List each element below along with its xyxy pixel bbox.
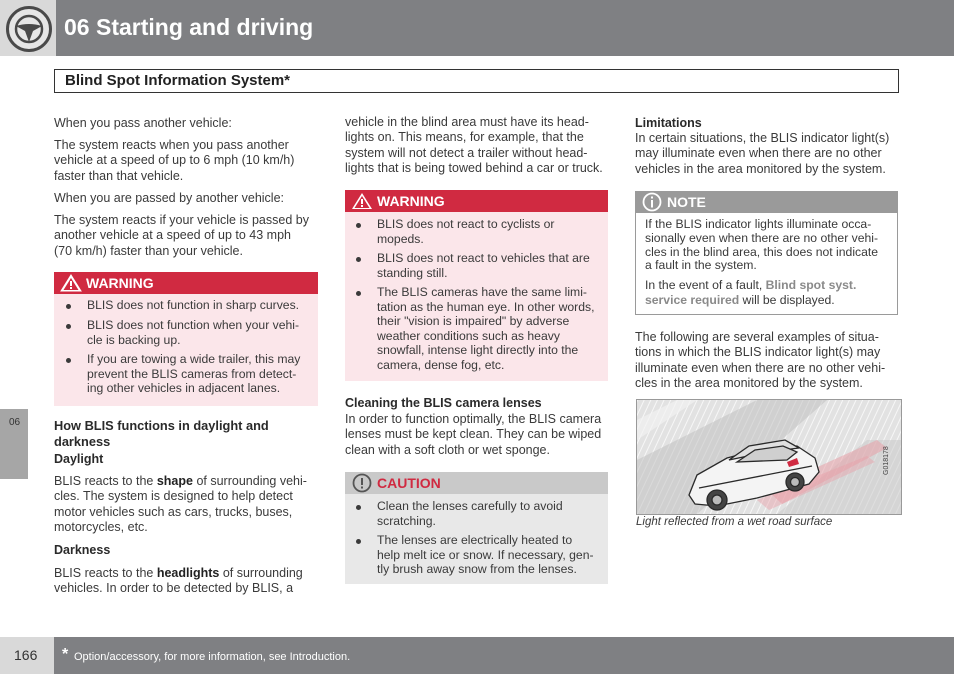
warning-item: BLIS does not function when your vehi- cle is backing up.	[87, 318, 300, 347]
note-header	[635, 191, 898, 213]
note-body	[635, 213, 898, 315]
footnote-star: *	[62, 646, 69, 663]
daylight-text: BLIS reacts to the shape of surrounding vehi- cles. The system is designed to help detect motor vehicles such as cars, trucks, buses, motorcycles, etc.	[54, 474, 307, 534]
warning-item: If you are towing a wide trailer, this may prevent the BLIS cameras from detect- ing other vehicles in adjacent lanes.	[87, 352, 301, 396]
warning-triangle-icon	[351, 192, 373, 210]
warning-triangle-icon	[60, 274, 82, 292]
page-number-box	[0, 637, 54, 674]
caution-label: CAUTION	[377, 475, 441, 491]
side-tab-label: 06	[9, 417, 21, 428]
wet-road-illustration	[636, 399, 902, 515]
caution-body	[345, 494, 608, 584]
caution-icon	[351, 473, 373, 493]
warning-item: BLIS does not react to vehicles that are standing still.	[377, 251, 590, 280]
footnote-text: Option/accessory, for more information, see Introduction.	[74, 651, 351, 663]
chapter-title: 06 Starting and driving	[64, 14, 314, 40]
warning-item: BLIS does not function in sharp curves.	[87, 298, 300, 312]
text-line: faster than that vehicle.	[54, 168, 184, 183]
section-header	[54, 69, 899, 93]
daylight-subheading: Daylight	[54, 452, 104, 466]
col1-p2	[54, 138, 329, 184]
warning-body	[345, 212, 608, 381]
steering-wheel-icon	[6, 6, 52, 52]
note-label: NOTE	[667, 194, 706, 210]
chapter-side-tab	[0, 409, 28, 479]
text-line: The system reacts if your vehicle is passed by	[54, 213, 309, 227]
warning-header	[54, 272, 318, 294]
caution-item: Clean the lenses carefully to avoid scratching.	[377, 499, 563, 528]
text-line: another vehicle at a speed of up to 43 mph	[54, 228, 291, 243]
warning-item: BLIS does not react to cyclists or mopeds.	[377, 217, 555, 246]
note-text: If the BLIS indicator lights illuminate occa- sionally even when there are no other vehi- cles in the blind area, this does not indicate a fault in the system.	[645, 217, 879, 273]
image-code: G018178	[883, 446, 890, 475]
darkness-subheading: Darkness	[54, 543, 111, 557]
examples-text: The following are several examples of situa- tions in which the BLIS indicator light(s) may illuminate even when there are no other vehi- cles in the area monitored by the system.	[635, 330, 886, 390]
text-line: vehicle at a speed of up to 6 mph (10 km/h)	[54, 153, 295, 168]
caution-item: The lenses are electrically heated to help melt ice or snow. If necessary, gen- tly brush away snow from the lenses.	[377, 533, 594, 577]
logo-box	[0, 0, 56, 56]
page-number: 166	[14, 647, 38, 663]
col2-p1: vehicle in the blind area must have its head- lights on. This means, for example, that the system will not detect a trailer without head- lights that is being towed behind a car or truck.	[345, 115, 603, 175]
section-title: Blind Spot Information System*	[65, 72, 291, 89]
darkness-text: BLIS reacts to the headlights of surrounding vehicles. In order to be detected by BLIS, a	[54, 566, 303, 596]
text-line: The system reacts when you pass another	[54, 138, 289, 152]
warning-label: WARNING	[377, 193, 445, 209]
warning-item: The BLIS cameras have the same limi- tation as the human eye. In other words, their "vision is impaired" by adverse weather conditions such as heavy snowfall, intense light directly into the camera, dense fog, etc.	[377, 285, 595, 372]
info-icon	[641, 192, 663, 212]
warning-header	[345, 190, 608, 212]
text-line: (70 km/h) faster than your vehicle.	[54, 243, 243, 258]
col1-p3: When you are passed by another vehicle:	[54, 191, 284, 205]
caution-header	[345, 472, 608, 494]
image-caption: Light reflected from a wet road surface	[636, 516, 833, 528]
warning-body	[54, 294, 318, 406]
limitations-heading: Limitations	[635, 116, 702, 130]
col1-p4	[54, 213, 329, 259]
note-fault-text: In the event of a fault, Blind spot syst. service required will be displayed.	[645, 278, 857, 307]
warning-label: WARNING	[86, 275, 154, 291]
col1-p1: When you pass another vehicle:	[54, 116, 232, 130]
limitations-text: In certain situations, the BLIS indicator light(s) may illuminate even when there are no other vehicles in the area monitored by the system.	[635, 131, 890, 176]
cleaning-text: In order to function optimally, the BLIS camera lenses must be kept clean. They can be wiped clean with a soft cloth or wet sponge.	[345, 412, 602, 457]
cleaning-heading: Cleaning the BLIS camera lenses	[345, 396, 542, 410]
blis-functions-heading: How BLIS functions in daylight and darkness	[54, 418, 269, 449]
